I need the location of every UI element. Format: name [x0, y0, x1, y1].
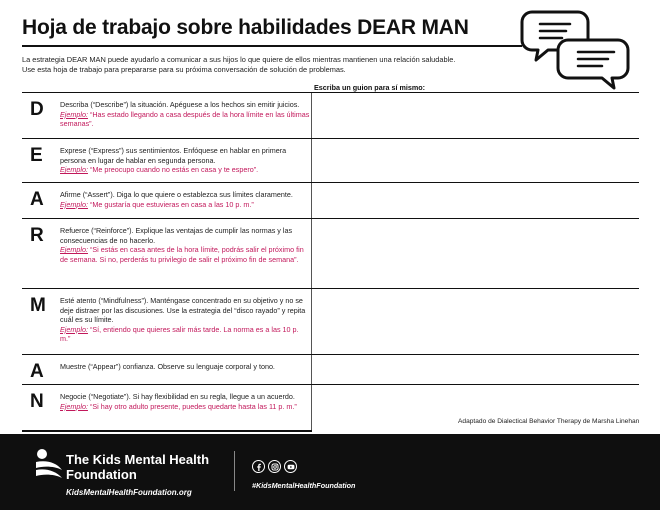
social-icons: [252, 460, 297, 473]
row-letter: M: [30, 295, 46, 316]
title-underline: [22, 45, 522, 47]
row-text: Esté atento (“Mindfulness”). Manténgase concentrado en su objetivo y no se deje distraer por las discusiones. Use la estrategia del “disco rayado” y repita cuál es su límite.: [60, 296, 306, 325]
footer: [0, 434, 660, 510]
row-description: [60, 100, 310, 129]
row-text: Afirme (“Assert”). Diga lo que quiere o establezca sus límites claramente.: [60, 190, 293, 199]
row-example: [60, 245, 310, 264]
column-divider: [311, 355, 312, 384]
row-assert: [22, 182, 639, 218]
column-divider: [311, 219, 312, 288]
row-text: Negocie (“Negotiate”). Si hay flexibilidad en su regla, llegue a un acuerdo.: [60, 392, 295, 401]
row-reinforce: [22, 218, 639, 288]
org-name-line-2: Foundation: [66, 467, 137, 482]
example-label: Ejemplo:: [60, 165, 88, 175]
row-describe: [22, 92, 639, 138]
column-divider: [311, 93, 312, 138]
example-label: Ejemplo:: [60, 324, 88, 334]
column-divider: [311, 289, 312, 354]
intro-line-1: La estrategia DEAR MAN puede ayudarlo a comunicar a sus hijos lo que quiere de ellos mientras mantienen una relación saludable.: [22, 55, 456, 64]
row-description: [60, 362, 310, 372]
org-name: [66, 452, 226, 482]
credit-note: Adaptado de Dialectical Behavior Therapy de Marsha Linehan: [458, 418, 640, 425]
row-text: Describa (“Describe”) la situación. Apéguese a los hechos sin emitir juicios.: [60, 100, 300, 109]
row-text: Exprese (“Express”) sus sentimientos. Enfóquese en hablar en primera persona en lugar de hablar en segunda persona.: [60, 146, 287, 165]
script-column-header: Escriba un guion para sí mismo:: [314, 83, 426, 92]
row-letter: A: [30, 361, 44, 382]
row-letter: D: [30, 99, 44, 120]
website-link[interactable]: KidsMentalHealthFoundation.org: [66, 488, 192, 497]
row-express: [22, 138, 639, 182]
row-example: [60, 165, 310, 175]
example-text: “Sí, entiendo que quieres salir más tarde. La norma es a las 10 p. m.”: [60, 324, 299, 344]
row-appear: [22, 354, 639, 384]
instagram-icon[interactable]: [268, 460, 281, 473]
foundation-logo-icon: [34, 446, 64, 480]
row-description: [60, 146, 310, 175]
row-letter: E: [30, 145, 43, 166]
row-description: [60, 190, 310, 209]
intro-line-2: Use esta hoja de trabajo para prepararse para su próxima conversación de solución de problemas.: [22, 65, 346, 74]
intro-text: [22, 55, 522, 75]
row-description: [60, 392, 310, 411]
row-letter: N: [30, 391, 44, 412]
row-text: Muestre (“Appear”) confianza. Observe su lenguaje corporal y tono.: [60, 362, 275, 371]
row-letter: A: [30, 189, 44, 210]
column-divider: [311, 183, 312, 218]
example-text: “Me preocupo cuando no estás en casa y te espero”.: [87, 165, 259, 175]
row-example: [60, 325, 310, 344]
page-title: Hoja de trabajo sobre habilidades DEAR MAN: [22, 16, 469, 39]
example-text: “Has estado llegando a casa después de la hora límite en las últimas semanas”.: [60, 109, 310, 129]
facebook-icon[interactable]: [252, 460, 265, 473]
example-label: Ejemplo:: [60, 401, 88, 411]
footer-divider: [234, 451, 235, 491]
row-example: [60, 200, 310, 210]
example-text: “Si hay otro adulto presente, puedes quedarte hasta las 11 p. m.”: [87, 401, 297, 411]
speech-bubbles-icon: [518, 4, 638, 92]
row-text: Refuerce (“Reinforce”). Explique las ventajas de cumplir las normas y las consecuencias de no hacerlo.: [60, 226, 293, 245]
example-text: “Me gustaría que estuvieras en casa a las 10 p. m.”: [87, 199, 254, 209]
column-divider: [311, 385, 312, 430]
example-label: Ejemplo:: [60, 199, 88, 209]
example-text: “Si estás en casa antes de la hora límite, podrás salir el próximo fin de semana. Si no, perderás tu privilegio de salir el próximo fin de semana”.: [60, 245, 304, 264]
table-bottom-rule: [22, 430, 312, 432]
row-mindfulness: [22, 288, 639, 354]
row-example: [60, 110, 310, 129]
org-name-line-1: The Kids Mental Health: [66, 452, 210, 467]
example-label: Ejemplo:: [60, 245, 88, 255]
row-description: [60, 296, 310, 344]
row-letter: R: [30, 225, 44, 246]
example-label: Ejemplo:: [60, 109, 88, 119]
youtube-icon[interactable]: [284, 460, 297, 473]
column-divider: [311, 139, 312, 182]
row-example: [60, 402, 310, 412]
hashtag: #KidsMentalHealthFoundation: [252, 481, 356, 490]
row-description: [60, 226, 310, 264]
